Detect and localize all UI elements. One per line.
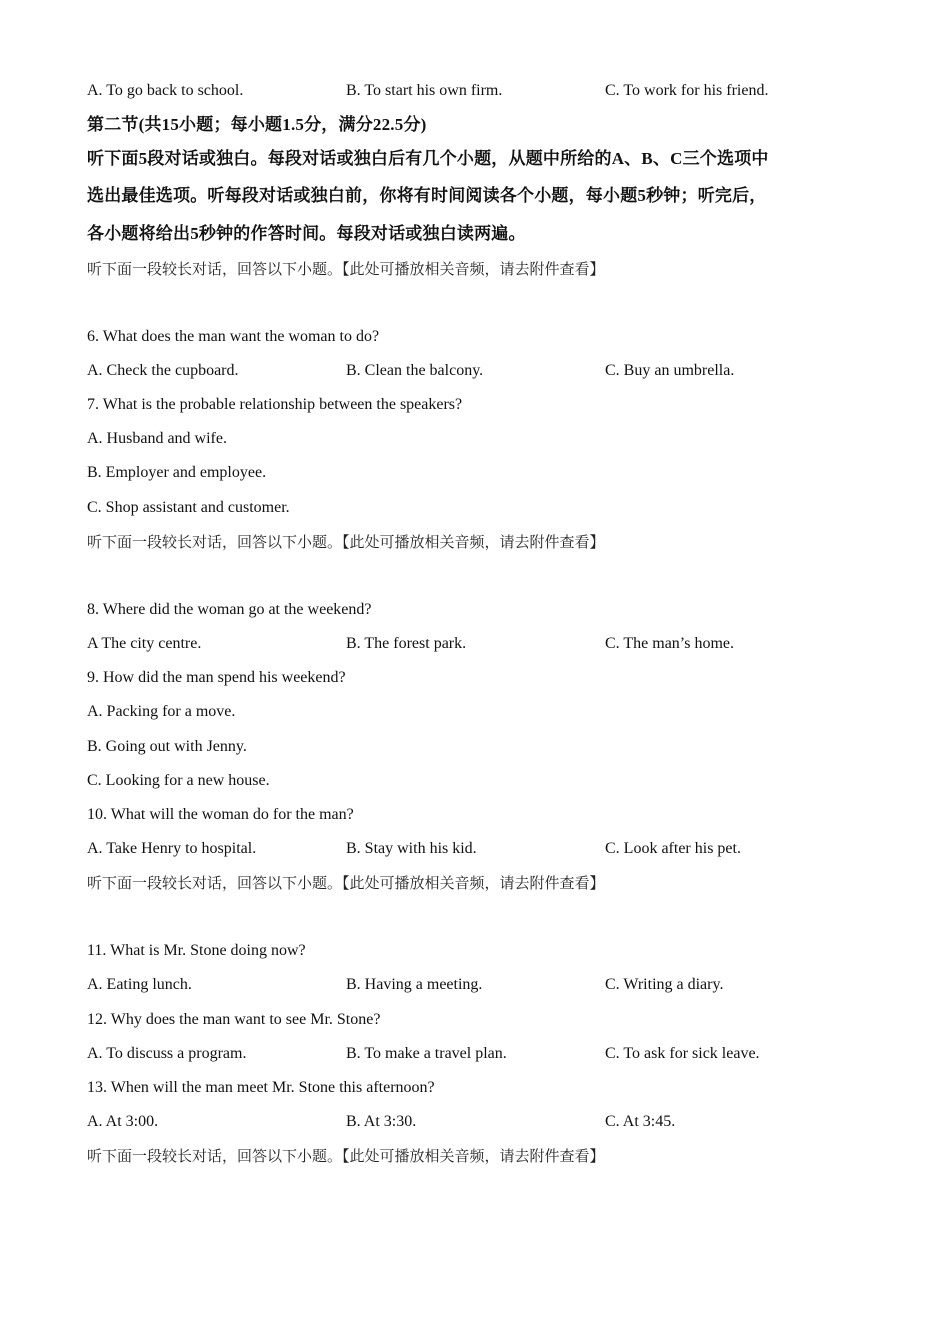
instruction-line-3: 各小题将给出5秒钟的作答时间。每段对话或独白读两遍。 <box>87 224 526 243</box>
option-b: B. Clean the balcony. <box>346 362 484 379</box>
instruction-line-1: 听下面5段对话或独白。每段对话或独白后有几个小题，从题中所给的A、B、C三个选项中 <box>87 149 769 168</box>
q10-stem: 10. What will the woman do for the man? <box>87 806 354 823</box>
option-b: B. Stay with his kid. <box>346 840 477 857</box>
q13-stem: 13. When will the man meet Mr. Stone this afternoon? <box>87 1079 435 1096</box>
option-c: C. Buy an umbrella. <box>605 362 735 379</box>
q12-stem: 12. Why does the man want to see Mr. Stone? <box>87 1011 381 1028</box>
option-c: C. To ask for sick leave. <box>605 1045 760 1062</box>
q7-option-b: B. Employer and employee. <box>87 464 267 481</box>
q7-option-c: C. Shop assistant and customer. <box>87 499 290 516</box>
option-a: A. To go back to school. <box>87 82 244 99</box>
q13-options <box>87 1112 867 1132</box>
audio-note: 听下面一段较长对话，回答以下小题。【此处可播放相关音频，请去附件查看】 <box>87 1147 605 1165</box>
q9-option-b: B. Going out with Jenny. <box>87 738 247 755</box>
option-a: A. To discuss a program. <box>87 1045 247 1062</box>
instruction-line-2: 选出最佳选项。听每段对话或独白前，你将有时间阅读各个小题，每小题5秒钟；听完后， <box>87 186 767 205</box>
q5-options <box>87 81 867 101</box>
q8-options <box>87 634 867 654</box>
option-a: A. Take Henry to hospital. <box>87 840 257 857</box>
q9-option-c: C. Looking for a new house. <box>87 772 270 789</box>
option-b: B. Having a meeting. <box>346 976 483 993</box>
q6-stem: 6. What does the man want the woman to do? <box>87 328 380 345</box>
q6-options <box>87 361 867 381</box>
audio-note: 听下面一段较长对话，回答以下小题。【此处可播放相关音频，请去附件查看】 <box>87 260 605 278</box>
option-c: C. Writing a diary. <box>605 976 724 993</box>
audio-note: 听下面一段较长对话，回答以下小题。【此处可播放相关音频，请去附件查看】 <box>87 533 605 551</box>
q8-stem: 8. Where did the woman go at the weekend? <box>87 601 372 618</box>
option-c: C. Look after his pet. <box>605 840 741 857</box>
option-a: A The city centre. <box>87 635 202 652</box>
option-a: A. At 3:00. <box>87 1113 159 1130</box>
option-b: B. To make a travel plan. <box>346 1045 507 1062</box>
q9-option-a: A. Packing for a move. <box>87 703 236 720</box>
q12-options <box>87 1044 867 1064</box>
q11-options <box>87 975 867 995</box>
q7-stem: 7. What is the probable relationship between the speakers? <box>87 396 463 413</box>
q10-options <box>87 839 867 859</box>
option-c: C. To work for his friend. <box>605 82 769 99</box>
option-c: C. At 3:45. <box>605 1113 676 1130</box>
option-b: B. At 3:30. <box>346 1113 417 1130</box>
audio-note: 听下面一段较长对话，回答以下小题。【此处可播放相关音频，请去附件查看】 <box>87 874 605 892</box>
option-c: C. The man’s home. <box>605 635 735 652</box>
option-a: A. Check the cupboard. <box>87 362 239 379</box>
section-heading: 第二节(共15小题；每小题1.5分，满分22.5分) <box>87 115 427 134</box>
option-b: B. The forest park. <box>346 635 467 652</box>
option-b: B. To start his own firm. <box>346 82 503 99</box>
option-a: A. Eating lunch. <box>87 976 192 993</box>
q7-option-a: A. Husband and wife. <box>87 430 227 447</box>
q11-stem: 11. What is Mr. Stone doing now? <box>87 942 306 959</box>
q9-stem: 9. How did the man spend his weekend? <box>87 669 346 686</box>
